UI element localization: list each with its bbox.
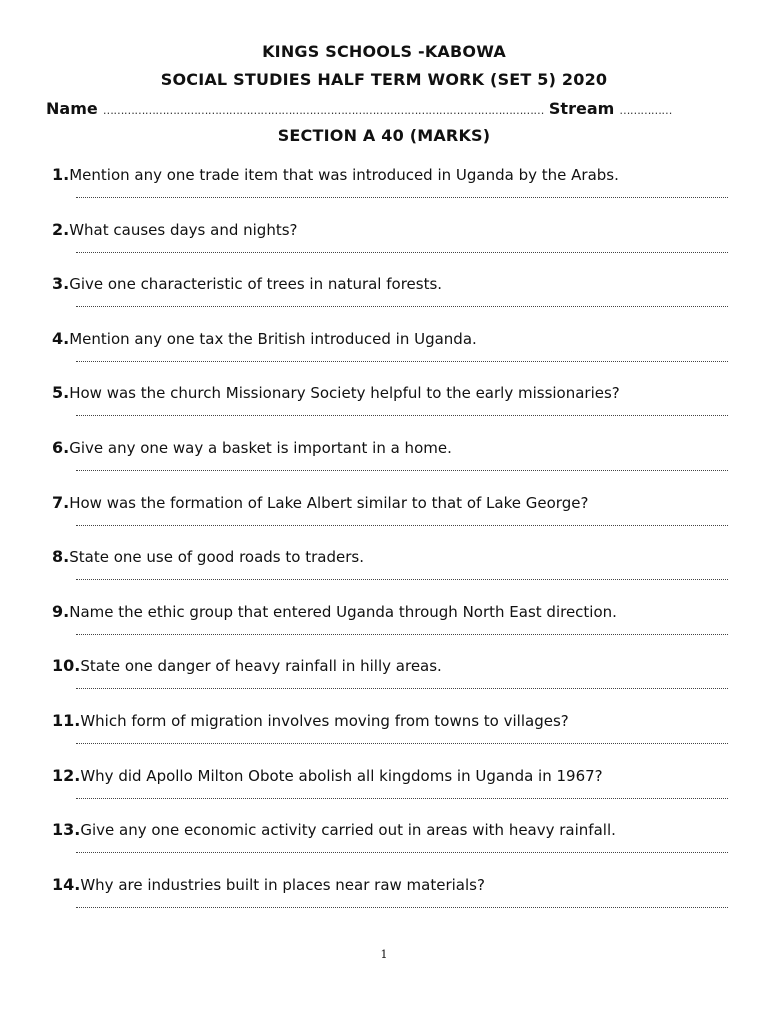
answer-line[interactable] — [76, 470, 728, 471]
answer-line[interactable] — [76, 197, 728, 198]
question-item — [52, 875, 728, 930]
question-text: Mention any one tax the British introduced in Uganda. — [69, 329, 477, 348]
question-text: State one use of good roads to traders. — [69, 548, 364, 567]
question-number: 7. — [52, 492, 70, 512]
name-label: Name — [46, 99, 98, 118]
question-item — [52, 329, 728, 384]
school-title: KINGS SCHOOLS -KABOWA — [262, 42, 506, 61]
answer-line[interactable] — [76, 852, 728, 853]
question-item — [52, 220, 728, 275]
question-item — [52, 602, 728, 657]
question-text: State one danger of heavy rainfall in hilly areas. — [80, 657, 442, 676]
question-number: 2. — [52, 219, 70, 239]
question-number: 12. — [52, 765, 81, 785]
question-text: Why are industries built in places near raw materials? — [80, 875, 485, 894]
question-number: 11. — [52, 710, 81, 730]
answer-line[interactable] — [76, 361, 728, 362]
question-text: Give one characteristic of trees in natural forests. — [69, 275, 443, 294]
answer-line[interactable] — [76, 306, 728, 307]
question-text: Why did Apollo Milton Obote abolish all kingdoms in Uganda in 1967? — [80, 766, 603, 785]
answer-line[interactable] — [76, 525, 728, 526]
stream-field[interactable]: …………… — [619, 104, 672, 117]
question-item — [52, 165, 728, 220]
answer-line[interactable] — [76, 415, 728, 416]
question-item — [52, 656, 728, 711]
question-number: 1. — [52, 165, 70, 184]
question-text: Give any one way a basket is important in a home. — [69, 438, 452, 457]
answer-line[interactable] — [76, 907, 728, 908]
question-item — [52, 766, 728, 821]
section-title: SECTION A 40 (MARKS) — [277, 126, 491, 145]
question-item — [52, 383, 728, 438]
question-item — [52, 438, 728, 493]
question-number: 10. — [52, 656, 81, 676]
question-item — [52, 493, 728, 548]
question-list — [52, 165, 728, 929]
question-number: 3. — [52, 274, 70, 294]
answer-line[interactable] — [76, 798, 728, 799]
question-number: 14. — [52, 874, 81, 894]
question-item — [52, 547, 728, 602]
question-text: Name the ethic group that entered Uganda through North East direction. — [69, 602, 617, 621]
question-number: 5. — [52, 383, 70, 403]
question-item — [52, 820, 728, 875]
stream-label: Stream — [548, 99, 615, 118]
answer-line[interactable] — [76, 743, 728, 744]
question-text: What causes days and nights? — [69, 220, 298, 239]
question-text: Give any one economic activity carried out in areas with heavy rainfall. — [80, 821, 616, 840]
question-number: 13. — [52, 820, 81, 840]
name-field[interactable]: ……………………………………………………………………………………………………………… — [102, 104, 544, 117]
question-text: Mention any one trade item that was introduced in Uganda by the Arabs. — [69, 166, 619, 184]
answer-line[interactable] — [76, 252, 728, 253]
question-item — [52, 711, 728, 766]
question-number: 4. — [52, 328, 70, 348]
name-stream-row — [46, 99, 726, 121]
answer-line[interactable] — [76, 688, 728, 689]
answer-line[interactable] — [76, 634, 728, 635]
question-number: 8. — [52, 547, 70, 567]
question-text: How was the formation of Lake Albert similar to that of Lake George? — [69, 493, 589, 512]
exam-title: SOCIAL STUDIES HALF TERM WORK (SET 5) 2020 — [160, 70, 608, 89]
question-text: How was the church Missionary Society helpful to the early missionaries? — [69, 384, 620, 403]
page-number: 1 — [380, 948, 388, 961]
answer-line[interactable] — [76, 579, 728, 580]
question-item — [52, 274, 728, 329]
question-number: 9. — [52, 601, 70, 621]
question-text: Which form of migration involves moving from towns to villages? — [80, 711, 569, 730]
question-number: 6. — [52, 437, 70, 457]
